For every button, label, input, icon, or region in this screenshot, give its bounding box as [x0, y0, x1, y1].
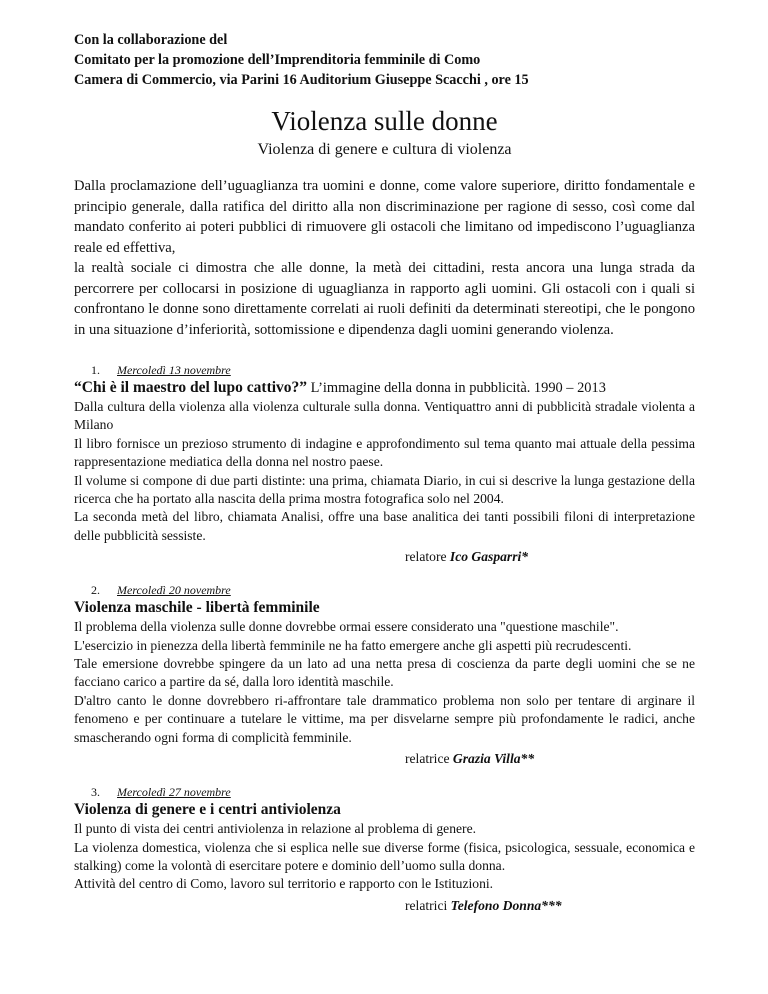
event-date: Mercoledì 27 novembre	[117, 785, 231, 800]
document-title: Violenza sulle donne	[271, 106, 498, 136]
document-header	[74, 30, 695, 90]
event-number: 1.	[91, 363, 100, 377]
event-number: 3.	[91, 785, 100, 800]
event-paragraph: L'esercizio in pienezza della libertà femminile ne ha fatto emergere anche gli aspetti più recrudescenti.	[74, 637, 632, 653]
event-paragraph: Tale emersione dovrebbe spingere da un lato ad una netta presa di coscienza da parte degli uomini che se ne facciano carico a partire da sé, dalla loro identità maschile.	[74, 656, 695, 690]
header-line-1: Con la collaborazione del	[74, 32, 228, 48]
event-date-line	[74, 784, 695, 800]
header-line-3: Camera di Commercio, via Parini 16 Auditorium Giuseppe Scacchi , ore 15	[74, 72, 529, 88]
header-line-2: Comitato per la promozione dell’Imprenditoria femminile di Como	[74, 52, 481, 68]
event-description	[74, 398, 695, 545]
event-paragraph: Il volume si compone di due parti distinte: una prima, chiamata Diario, in cui si descrive la lunga gestazione della ricerca che ha portato alla nascita della prima mostra fotografica solo nel 2004.	[74, 472, 695, 507]
event-number: 2.	[91, 583, 100, 598]
event-date-line	[74, 582, 695, 598]
event-speaker	[74, 896, 695, 915]
event-paragraph: La seconda metà del libro, chiamata Analisi, offre una base analitica dei tanti possibili filoni di interpretazione delle pubblicità sessiste.	[74, 509, 695, 543]
speaker-role: relatrici	[405, 897, 451, 913]
event-date: Mercoledì 13 novembre	[117, 363, 231, 377]
event-description	[74, 820, 695, 894]
event-title: Violenza maschile - libertà femminile	[74, 599, 320, 617]
event-paragraph: Dalla cultura della violenza alla violenza culturale sulla donna. Ventiquattro anni di pubblicità stradale violenta a Milano	[74, 399, 695, 433]
event-paragraph: La violenza domestica, violenza che si esplica nelle sue diverse forme (fisica, psicologica, sessuale, economica e stalking) come la volontà di esercitare potere e dominio dell’uomo sulla donna.	[74, 839, 695, 873]
event-paragraph: Attività del centro di Como, lavoro sul territorio e rapporto con le Istituzioni.	[74, 876, 494, 892]
event-title-line	[74, 598, 695, 618]
speaker-name: Ico Gasparri*	[449, 549, 529, 565]
event-item	[74, 784, 695, 915]
speaker-name: Grazia Villa**	[452, 751, 535, 767]
event-title: “Chi è il maestro del lupo cattivo?”	[74, 379, 308, 396]
event-item	[74, 582, 695, 768]
event-speaker	[74, 749, 695, 768]
event-title-line	[74, 800, 695, 820]
event-date-line	[74, 362, 695, 378]
event-title-line	[74, 378, 695, 398]
event-title: Violenza di genere e i centri antiviolenza	[74, 801, 341, 819]
speaker-role: relatrice	[405, 751, 453, 767]
event-paragraph: Il libro fornisce un prezioso strumento di indagine e approfondimento sul tema quanto mai attuale della pessima rappresentazione mediatica della donna nel nostro paese.	[74, 435, 695, 470]
event-date: Mercoledì 20 novembre	[117, 583, 231, 598]
speaker-name: Telefono Donna***	[450, 897, 562, 913]
intro-text	[74, 176, 695, 340]
speaker-role: relatore	[405, 549, 450, 565]
event-item	[74, 362, 695, 566]
event-title-suffix: L’immagine della donna in pubblicità. 1990 – 2013	[307, 380, 606, 396]
event-description	[74, 618, 695, 747]
document-page	[74, 30, 695, 915]
event-paragraph: Il problema della violenza sulle donne dovrebbe ormai essere considerato una "questione maschile".	[74, 619, 619, 635]
intro-paragraph-1: Dalla proclamazione dell’uguaglianza tra uomini e donne, come valore superiore, diritto fondamentale e principio generale, dalla ratifica del diritto alla non discriminazione per ragione di sesso, così come dal mandato conferito ai poteri pubblici di rimuovere gli ostacoli che limitano od impediscono l’uguaglianza reale ed effettiva,	[74, 178, 695, 256]
event-speaker	[74, 547, 695, 566]
intro-paragraph-2: la realtà sociale ci dimostra che alle donne, la metà dei cittadini, resta ancora una lunga strada da percorrere per collocarsi in posizione di uguaglianza in rapporto agli uomini. Gli ostacoli con i quali si confrontano le donne sono direttamente correlati ai ruoli definiti da determinati stereotipi, che le pongono in una situazione d’inferiorità, sottomissione e dipendenza dagli uomini generando violenza.	[74, 260, 695, 338]
document-subtitle: Violenza di genere e cultura di violenza	[257, 141, 512, 158]
event-paragraph: Il punto di vista dei centri antiviolenza in relazione al problema di genere.	[74, 821, 476, 837]
event-paragraph: D'altro canto le donne dovrebbero ri-affrontare tale drammatico problema non solo per tentare di arginare il fenomeno e per continuare a tutelare le vittime, ma per disvelarne sempre più profondamente le radici, anche smascherando ogni forma di complicità femminile.	[74, 692, 695, 745]
